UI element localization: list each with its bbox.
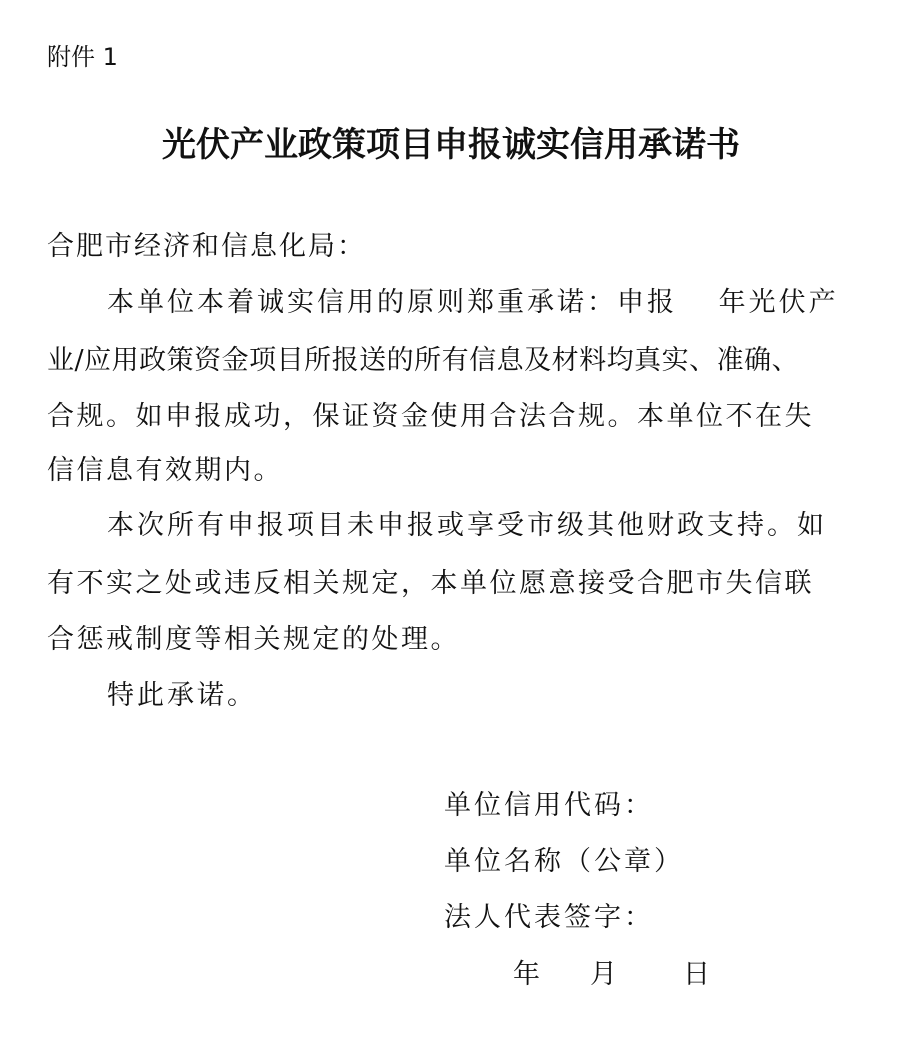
paragraph1-line1: 本单位本着诚实信用的原则郑重承诺：申报 年光伏产: [107, 287, 839, 318]
attachment-label: 附件 1: [47, 43, 118, 71]
paragraph2-line1: 本次所有申报项目未申报或享受市级其他财政支持。如: [107, 510, 827, 541]
closing-statement: 特此承诺。: [107, 680, 257, 711]
date-month-label: 月: [590, 959, 617, 990]
date-day-label: 日: [683, 959, 710, 990]
addressee: 合肥市经济和信息化局：: [47, 231, 366, 262]
paragraph1-line3: 合规。如申报成功，保证资金使用合法合规。本单位不在失: [47, 401, 814, 432]
unit-name-seal-label: 单位名称（公章）: [444, 846, 684, 877]
paragraph1-line2: 业/应用政策资金项目所报送的所有信息及材料均真实、准确、: [47, 345, 800, 376]
document-title: 光伏产业政策项目申报诚实信用承诺书: [162, 125, 740, 165]
paragraph2-line3: 合惩戒制度等相关规定的处理。: [47, 624, 460, 655]
paragraph2-line2: 有不实之处或违反相关规定，本单位愿意接受合肥市失信联: [47, 568, 814, 599]
paragraph1-line4: 信信息有效期内。: [47, 455, 283, 486]
date-year-label: 年: [513, 959, 540, 990]
legal-representative-signature-label: 法人代表签字：: [444, 902, 654, 933]
credit-code-label: 单位信用代码：: [444, 790, 654, 821]
